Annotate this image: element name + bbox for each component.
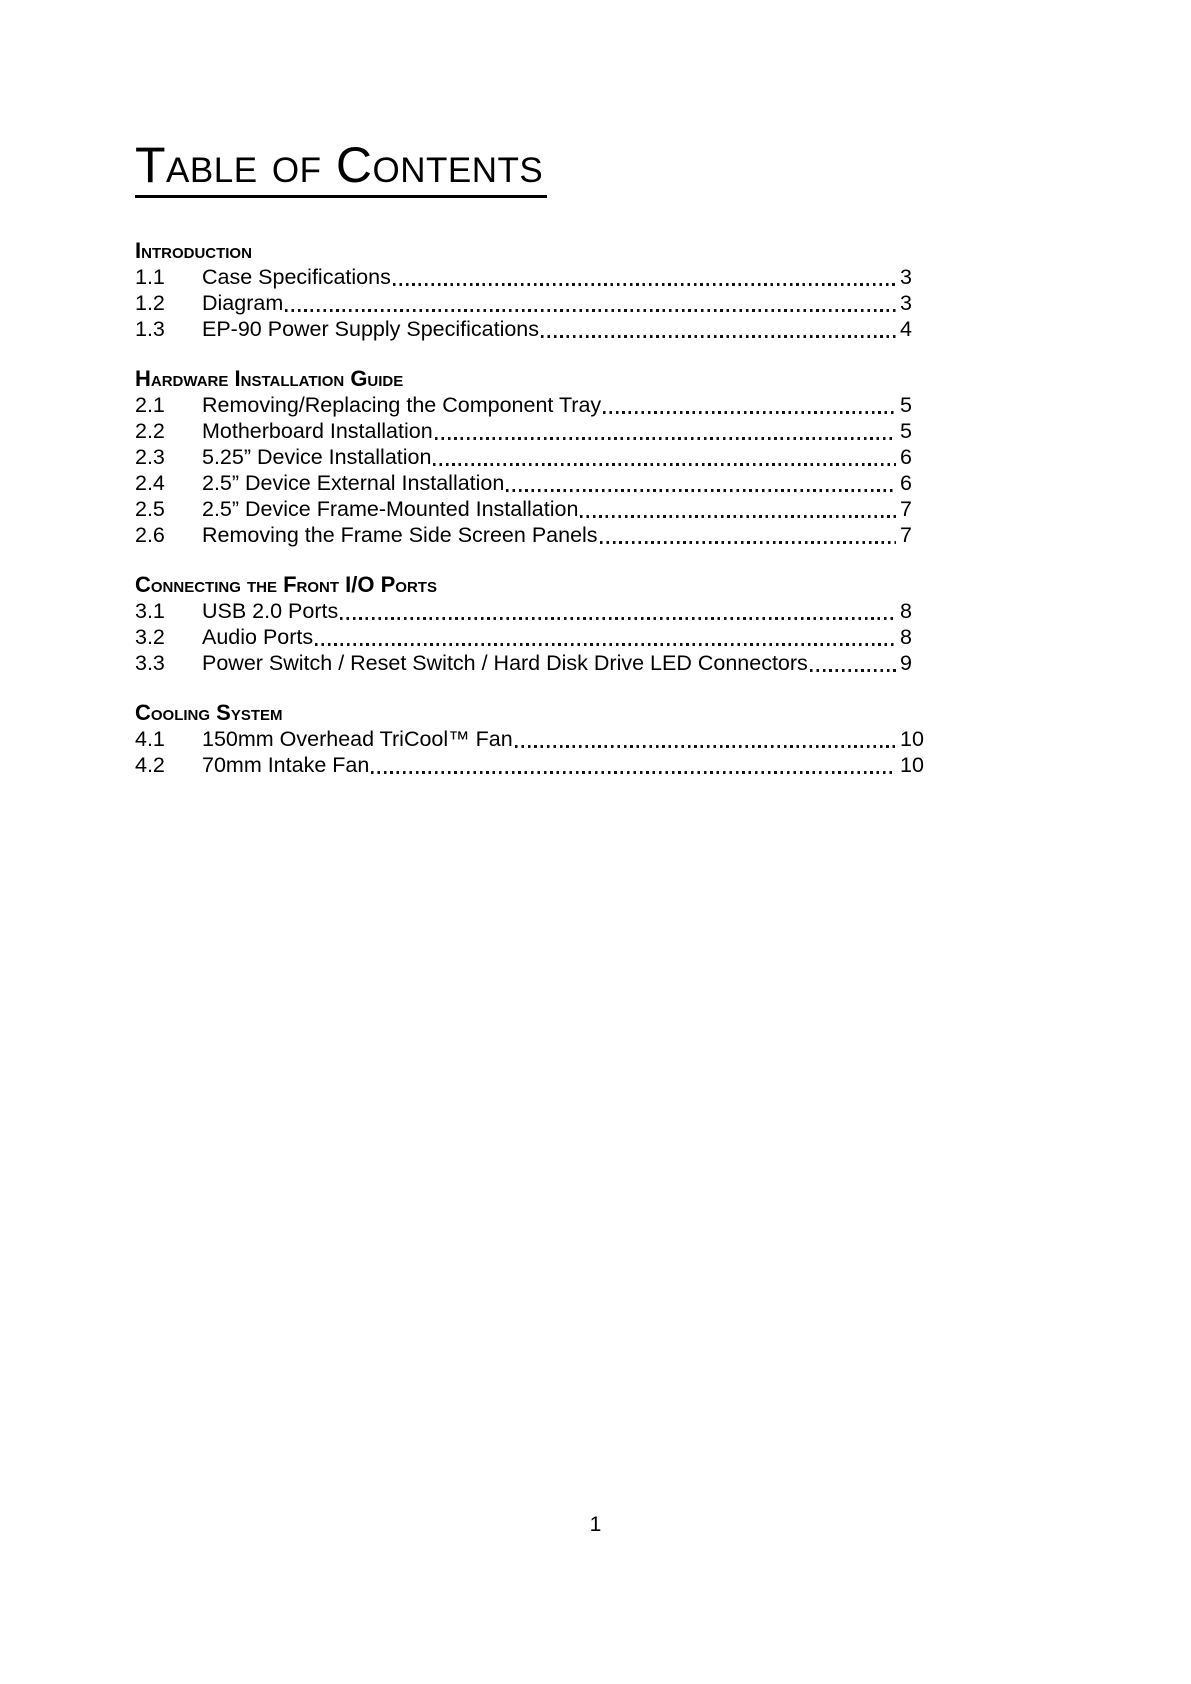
entry-number: 2.3 bbox=[135, 445, 165, 469]
entry-page-number: 10 bbox=[900, 727, 924, 751]
leader-dots bbox=[506, 489, 896, 492]
toc-entry bbox=[135, 264, 927, 290]
entry-number: 2.4 bbox=[135, 471, 165, 495]
leader-dots bbox=[603, 411, 896, 414]
entry-number: 1.2 bbox=[135, 291, 165, 315]
entry-number: 3.1 bbox=[135, 599, 165, 623]
entry-page-number: 10 bbox=[900, 753, 924, 777]
entry-page-number: 3 bbox=[900, 265, 912, 289]
leader-dots bbox=[285, 309, 896, 312]
entry-label: Diagram bbox=[202, 291, 284, 315]
section-heading: Hardware Installation Guide bbox=[135, 366, 404, 391]
toc-entry bbox=[135, 444, 927, 470]
entry-page-number: 9 bbox=[900, 651, 912, 675]
section-heading: Connecting the Front I/O Ports bbox=[135, 572, 437, 597]
entry-number: 4.1 bbox=[135, 727, 165, 751]
section-heading: Cooling System bbox=[135, 700, 283, 725]
toc-entry bbox=[135, 598, 927, 624]
entry-number: 3.2 bbox=[135, 625, 165, 649]
toc-entry bbox=[135, 392, 927, 418]
entry-page-number: 4 bbox=[900, 317, 912, 341]
entry-label: 70mm Intake Fan bbox=[202, 753, 370, 777]
entry-label: USB 2.0 Ports bbox=[202, 599, 339, 623]
leader-dots bbox=[435, 437, 896, 440]
entry-number: 1.1 bbox=[135, 265, 165, 289]
toc-entry bbox=[135, 522, 927, 548]
entry-label: 2.5” Device External Installation bbox=[202, 471, 505, 495]
toc-entry bbox=[135, 752, 927, 778]
toc-entry bbox=[135, 650, 927, 676]
entry-label: Motherboard Installation bbox=[202, 419, 433, 443]
toc-section-cooling-system bbox=[135, 700, 927, 778]
entry-page-number: 5 bbox=[900, 393, 912, 417]
toc-section-introduction bbox=[135, 238, 927, 342]
entry-label: Case Specifications bbox=[202, 265, 391, 289]
toc-entry bbox=[135, 418, 927, 444]
entry-number: 2.1 bbox=[135, 393, 165, 417]
toc-entry bbox=[135, 290, 927, 316]
entry-page-number: 6 bbox=[900, 471, 912, 495]
leader-dots bbox=[600, 541, 896, 544]
toc-content bbox=[135, 137, 927, 802]
toc-entry bbox=[135, 316, 927, 342]
entry-page-number: 8 bbox=[900, 625, 912, 649]
entry-number: 1.3 bbox=[135, 317, 165, 341]
leader-dots bbox=[515, 745, 896, 748]
toc-entry bbox=[135, 470, 927, 496]
entry-number: 2.6 bbox=[135, 523, 165, 547]
leader-dots bbox=[541, 335, 896, 338]
entry-label: Removing the Frame Side Screen Panels bbox=[202, 523, 598, 547]
leader-dots bbox=[393, 283, 896, 286]
toc-entry bbox=[135, 624, 927, 650]
leader-dots bbox=[810, 669, 896, 672]
entry-page-number: 6 bbox=[900, 445, 912, 469]
entry-label: Audio Ports bbox=[202, 625, 314, 649]
toc-entry bbox=[135, 726, 927, 752]
leader-dots bbox=[371, 771, 896, 774]
page-title: Table of Contents bbox=[135, 140, 547, 198]
entry-label: 5.25” Device Installation bbox=[202, 445, 432, 469]
entry-label: EP-90 Power Supply Specifications bbox=[202, 317, 540, 341]
entry-label: 150mm Overhead TriCool™ Fan bbox=[202, 727, 513, 751]
leader-dots bbox=[580, 515, 896, 518]
entry-label: Removing/Replacing the Component Tray bbox=[202, 393, 602, 417]
entry-page-number: 3 bbox=[900, 291, 912, 315]
entry-page-number: 7 bbox=[900, 497, 912, 521]
toc-entry bbox=[135, 496, 927, 522]
entry-number: 2.2 bbox=[135, 419, 165, 443]
leader-dots bbox=[340, 617, 896, 620]
entry-page-number: 5 bbox=[900, 419, 912, 443]
section-heading: Introduction bbox=[135, 238, 252, 263]
entry-page-number: 7 bbox=[900, 523, 912, 547]
toc-section-front-io-ports bbox=[135, 572, 927, 676]
footer-page-number: 1 bbox=[589, 1513, 602, 1536]
entry-label: 2.5” Device Frame-Mounted Installation bbox=[202, 497, 579, 521]
leader-dots bbox=[315, 643, 896, 646]
leader-dots bbox=[433, 463, 896, 466]
entry-number: 2.5 bbox=[135, 497, 165, 521]
entry-number: 3.3 bbox=[135, 651, 165, 675]
entry-number: 4.2 bbox=[135, 753, 165, 777]
entry-page-number: 8 bbox=[900, 599, 912, 623]
entry-label: Power Switch / Reset Switch / Hard Disk Drive LED Connectors bbox=[202, 651, 808, 675]
toc-section-hardware-installation bbox=[135, 366, 927, 548]
